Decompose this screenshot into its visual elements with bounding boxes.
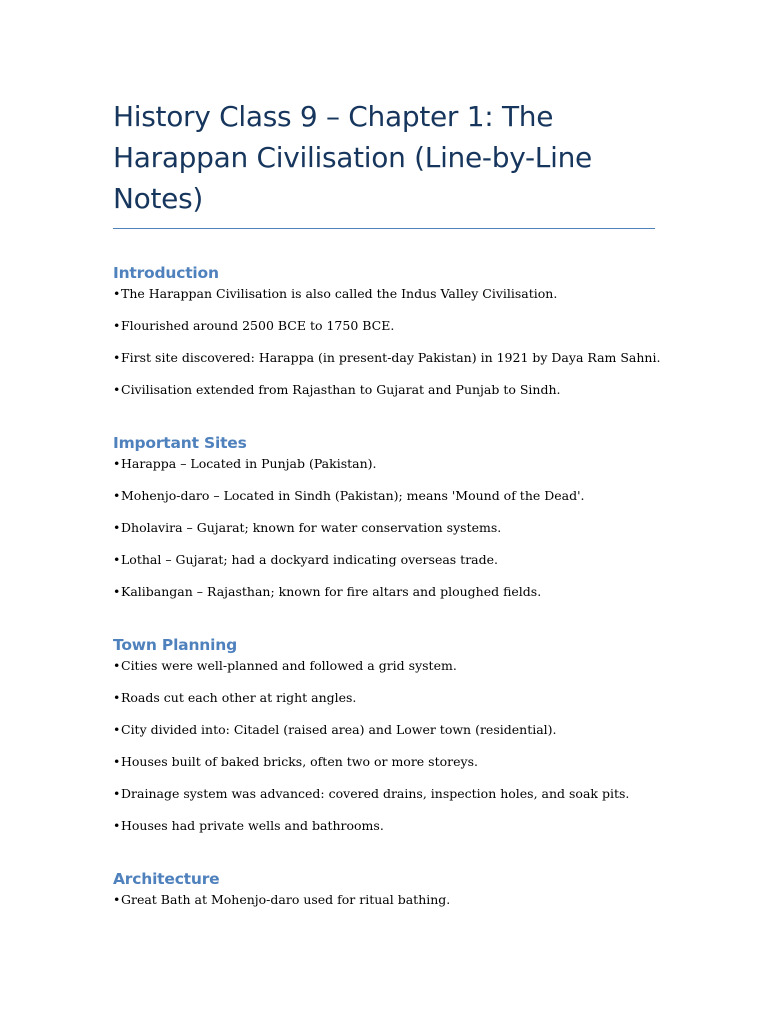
list-item-text: Great Bath at Mohenjo-daro used for ritual bathing. (121, 892, 451, 907)
list-item (113, 753, 655, 771)
list-item-text: Dholavira – Gujarat; known for water conservation systems. (121, 520, 502, 535)
section-architecture (113, 869, 655, 909)
list-item (113, 349, 661, 367)
section-heading: Introduction (113, 264, 219, 282)
bullet-icon: • (113, 818, 121, 833)
list-item-text: The Harappan Civilisation is also called the Indus Valley Civilisation. (121, 286, 558, 301)
list-item-text: Cities were well-planned and followed a grid system. (121, 658, 457, 673)
list-item (113, 455, 655, 473)
section-town-planning (113, 635, 655, 835)
document-body (113, 263, 661, 909)
bullet-icon: • (113, 658, 121, 673)
bullet-icon: • (113, 286, 121, 301)
list-item (113, 891, 655, 909)
document-title: History Class 9 – Chapter 1: The Harappan Civilisation (Line-by-Line Notes) (113, 100, 592, 215)
list-item (113, 689, 655, 707)
bullet-icon: • (113, 786, 121, 801)
bullet-icon: • (113, 552, 121, 567)
list-item (113, 317, 655, 335)
bullet-list (113, 285, 661, 399)
bullet-list (113, 657, 655, 835)
bullet-icon: • (113, 754, 121, 769)
list-item-text: Civilisation extended from Rajasthan to Gujarat and Punjab to Sindh. (121, 382, 561, 397)
list-item-text: Houses built of baked bricks, often two or more storeys. (121, 754, 478, 769)
bullet-icon: • (113, 584, 121, 599)
list-item-text: City divided into: Citadel (raised area) and Lower town (residential). (121, 722, 557, 737)
list-item-text: Harappa – Located in Punjab (Pakistan). (121, 456, 377, 471)
bullet-icon: • (113, 456, 121, 471)
list-item-text: Flourished around 2500 BCE to 1750 BCE. (121, 318, 395, 333)
list-item (113, 583, 655, 601)
list-item-text: Mohenjo-daro – Located in Sindh (Pakistan); means 'Mound of the Dead'. (121, 488, 585, 503)
bullet-icon: • (113, 690, 121, 705)
section-important-sites (113, 433, 655, 601)
bullet-list (113, 455, 655, 601)
section-introduction (113, 263, 661, 399)
bullet-icon: • (113, 382, 121, 397)
list-item (113, 721, 655, 739)
list-item (113, 817, 655, 835)
list-item-text: First site discovered: Harappa (in present-day Pakistan) in 1921 by Daya Ram Sahni. (121, 350, 661, 365)
bullet-icon: • (113, 318, 121, 333)
title-divider (113, 228, 655, 229)
list-item (113, 785, 655, 803)
bullet-list (113, 891, 655, 909)
list-item-text: Houses had private wells and bathrooms. (121, 818, 384, 833)
bullet-icon: • (113, 488, 121, 503)
bullet-icon: • (113, 892, 121, 907)
list-item (113, 519, 655, 537)
section-heading: Town Planning (113, 636, 237, 654)
section-heading: Important Sites (113, 434, 247, 452)
list-item (113, 487, 655, 505)
bullet-icon: • (113, 350, 121, 365)
bullet-icon: • (113, 722, 121, 737)
list-item-text: Drainage system was advanced: covered drains, inspection holes, and soak pits. (121, 786, 630, 801)
list-item (113, 381, 655, 399)
list-item-text: Lothal – Gujarat; had a dockyard indicating overseas trade. (121, 552, 499, 567)
list-item (113, 657, 655, 675)
list-item-text: Kalibangan – Rajasthan; known for fire altars and ploughed fields. (121, 584, 542, 599)
list-item (113, 551, 655, 569)
document-page (113, 96, 661, 909)
bullet-icon: • (113, 520, 121, 535)
list-item (113, 285, 655, 303)
section-heading: Architecture (113, 870, 220, 888)
list-item-text: Roads cut each other at right angles. (121, 690, 357, 705)
